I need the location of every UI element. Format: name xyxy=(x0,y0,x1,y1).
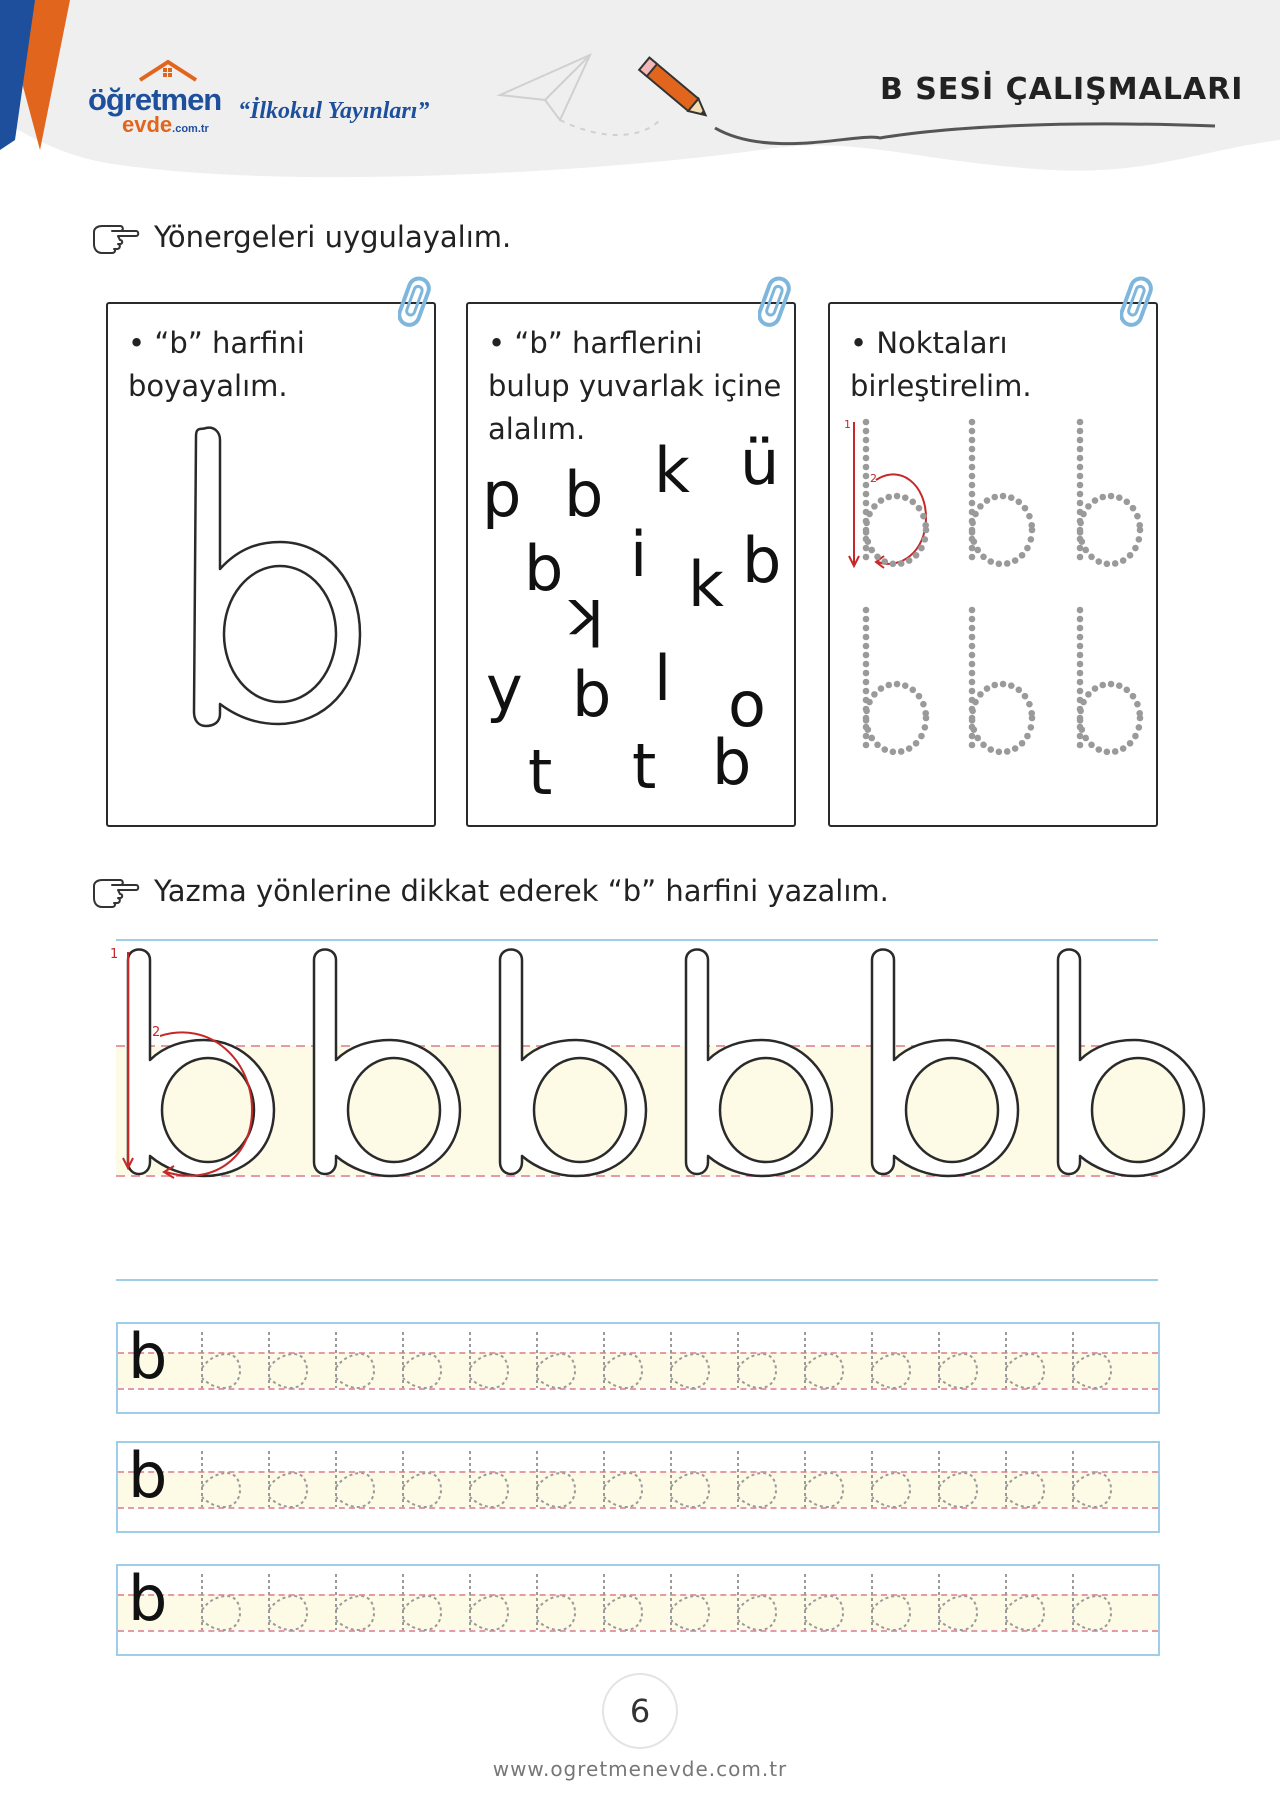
dotted-trace-letter-b[interactable] xyxy=(1006,1574,1044,1630)
instruction-1-text: Yönergeleri uygulayalım. xyxy=(154,220,512,254)
dotted-trace-letter-b[interactable] xyxy=(269,1332,307,1388)
dotted-trace-letter-b[interactable] xyxy=(537,1451,575,1507)
dotted-trace-letter-b[interactable] xyxy=(872,1451,910,1507)
dotted-trace-letter-b[interactable] xyxy=(872,1574,910,1630)
letter-item[interactable]: t xyxy=(528,736,553,809)
dotted-trace-letter-b[interactable] xyxy=(470,1574,508,1630)
dotted-trace-letter-b[interactable] xyxy=(1073,1332,1111,1388)
letter-item[interactable]: b xyxy=(742,524,782,597)
dotted-trace-letter-b[interactable] xyxy=(671,1574,709,1630)
dotted-trace-letter-b[interactable] xyxy=(604,1574,642,1630)
stroke-number-2: 2 xyxy=(870,472,877,485)
trace-letter-b[interactable] xyxy=(314,950,460,1177)
logo-main-text: öğretmen xyxy=(88,82,222,117)
dotted-trace-letter-b[interactable] xyxy=(1006,1332,1044,1388)
dotted-trace-letter-b[interactable] xyxy=(336,1574,374,1630)
letter-item[interactable]: p xyxy=(482,458,522,531)
page-number: 6 xyxy=(604,1675,676,1747)
card-2-text: • “b” harflerini bulup yuvarlak içine alalım. xyxy=(488,326,782,446)
letter-item[interactable]: b xyxy=(572,658,612,731)
dotted-trace-letter-b[interactable] xyxy=(403,1574,441,1630)
letter-item[interactable]: t xyxy=(632,730,657,803)
dotted-trace-letter-b[interactable] xyxy=(202,1332,240,1388)
trace-letter-b[interactable] xyxy=(686,950,832,1177)
practice-row[interactable] xyxy=(116,1441,1160,1533)
stroke-number-1: 1 xyxy=(844,418,851,431)
card-1-text: • “b” harfini boyayalım. xyxy=(128,326,305,403)
page-title: B SESİ ÇALIŞMALARI xyxy=(880,72,1244,107)
dotted-trace-letter-b[interactable] xyxy=(939,1332,977,1388)
dotted-trace-letter-b[interactable] xyxy=(1006,1451,1044,1507)
logo-sub-text: evde.com.tr xyxy=(122,112,209,137)
stroke-number-2: 2 xyxy=(152,1025,161,1040)
dotted-trace-letter-b[interactable] xyxy=(336,1451,374,1507)
dotted-trace-letter-b[interactable] xyxy=(671,1451,709,1507)
row-sample-letter: b xyxy=(128,1320,168,1393)
dotted-trace-letter-b[interactable] xyxy=(738,1332,776,1388)
publisher-name: “İlkokul Yayınları” xyxy=(238,98,430,124)
dotted-trace-letter-b[interactable] xyxy=(537,1332,575,1388)
dotted-trace-letter-b[interactable] xyxy=(269,1451,307,1507)
dotted-trace-letter-b[interactable] xyxy=(537,1574,575,1630)
row-trace-letters[interactable] xyxy=(118,1562,1162,1658)
dotted-trace-letter-b[interactable] xyxy=(738,1451,776,1507)
trace-letter-b[interactable] xyxy=(1058,950,1204,1177)
letter-item[interactable]: b xyxy=(564,458,604,531)
letter-item[interactable]: k xyxy=(654,434,690,507)
practice-row[interactable] xyxy=(116,1564,1160,1656)
instruction-2-text: Yazma yönlerine dikkat ederek “b” harfini yazalım. xyxy=(154,874,889,908)
dotted-trace-letter-b[interactable] xyxy=(604,1451,642,1507)
dotted-trace-letter-b[interactable] xyxy=(805,1332,843,1388)
dotted-trace-letter-b[interactable] xyxy=(872,1332,910,1388)
row-sample-letter: b xyxy=(128,1439,168,1512)
logo-domain: .com.tr xyxy=(172,123,209,135)
dotted-trace-letter-b[interactable] xyxy=(470,1332,508,1388)
dotted-trace-letter-b[interactable] xyxy=(604,1332,642,1388)
dotted-trace-letter-b[interactable] xyxy=(202,1574,240,1630)
dotted-trace-letter-b[interactable] xyxy=(1073,1451,1111,1507)
dotted-trace-letter-b[interactable] xyxy=(1073,1574,1111,1630)
dotted-trace-letter-b[interactable] xyxy=(939,1451,977,1507)
dotted-trace-letter-b[interactable] xyxy=(470,1451,508,1507)
dotted-trace-letter-b[interactable] xyxy=(738,1574,776,1630)
dotted-trace-letter-b[interactable] xyxy=(805,1574,843,1630)
practice-row[interactable] xyxy=(116,1322,1160,1414)
dotted-trace-letter-b[interactable] xyxy=(939,1574,977,1630)
letter-item[interactable]: k xyxy=(688,548,724,621)
stroke-number-1: 1 xyxy=(110,947,119,962)
row-sample-letter: b xyxy=(128,1562,168,1635)
trace-letter-b[interactable] xyxy=(872,950,1018,1177)
row-trace-letters[interactable] xyxy=(118,1439,1162,1535)
dotted-trace-letter-b[interactable] xyxy=(202,1451,240,1507)
letter-item[interactable]: k xyxy=(568,585,604,658)
letter-item[interactable]: ü xyxy=(740,426,780,499)
letter-item[interactable]: l xyxy=(654,642,672,715)
letter-item[interactable]: b xyxy=(712,726,752,799)
trace-letter-b[interactable] xyxy=(128,950,274,1177)
trace-letter-b[interactable] xyxy=(500,950,646,1177)
dotted-trace-letter-b[interactable] xyxy=(805,1451,843,1507)
dotted-trace-letter-b[interactable] xyxy=(403,1451,441,1507)
letter-item[interactable]: b xyxy=(524,532,564,605)
letter-item[interactable]: i xyxy=(630,518,648,591)
letter-item[interactable]: o xyxy=(728,668,766,741)
row-trace-letters[interactable] xyxy=(118,1320,1162,1416)
letter-item[interactable]: y xyxy=(486,652,523,725)
dotted-trace-letter-b[interactable] xyxy=(336,1332,374,1388)
dotted-trace-letter-b[interactable] xyxy=(671,1332,709,1388)
footer-url[interactable]: www.ogretmenevde.com.tr xyxy=(492,1757,788,1781)
dotted-trace-letter-b[interactable] xyxy=(269,1574,307,1630)
dotted-trace-letter-b[interactable] xyxy=(403,1332,441,1388)
card-3-text: • Noktaları birleştirelim. xyxy=(850,326,1032,403)
